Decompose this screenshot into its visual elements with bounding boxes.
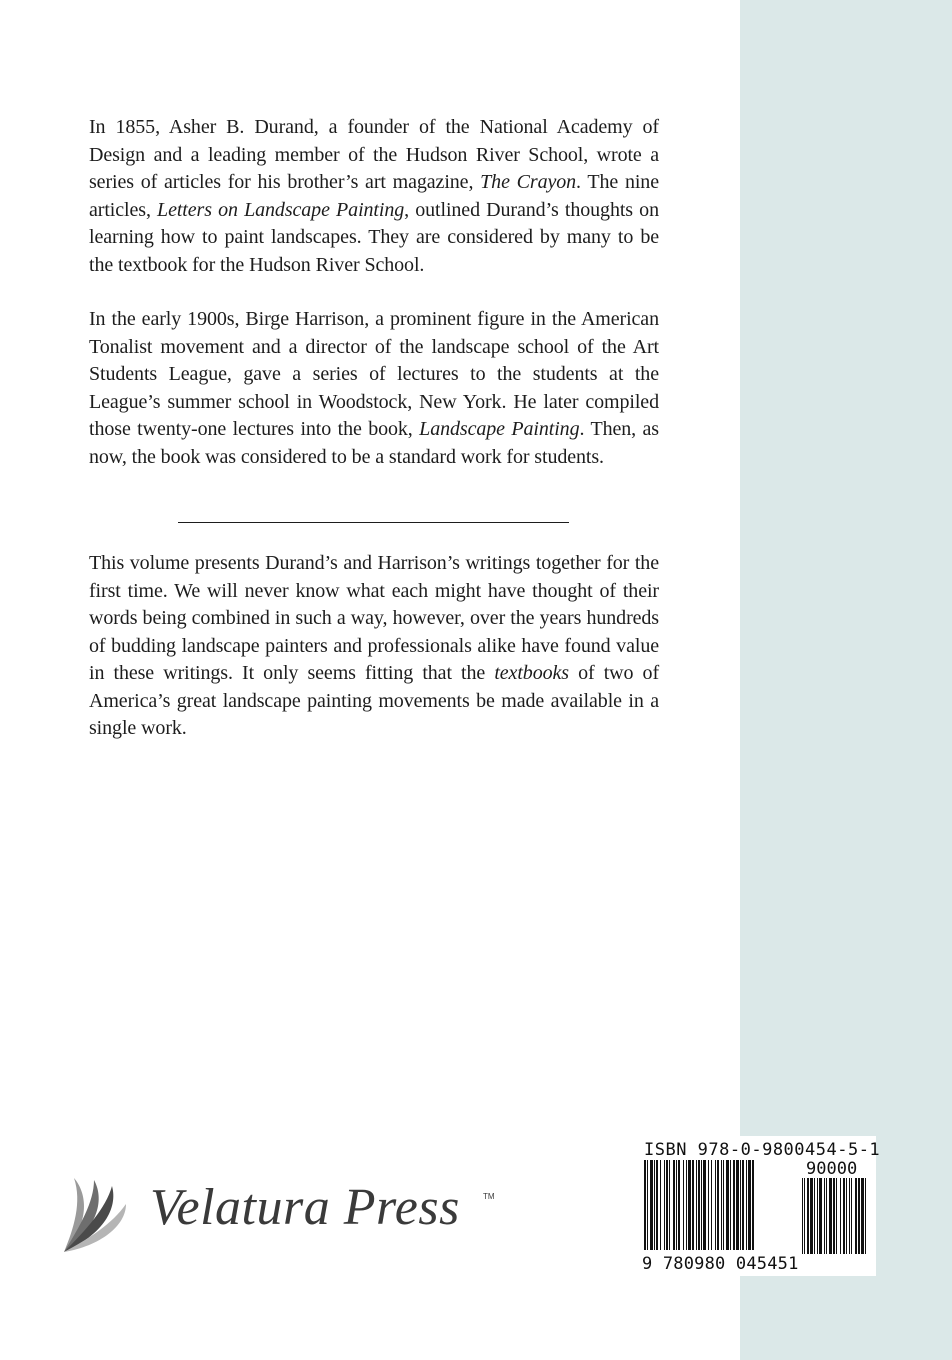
- addon-bar: [819, 1178, 822, 1254]
- trademark-mark: TM: [483, 1192, 495, 1201]
- barcode-bar: [683, 1160, 684, 1250]
- addon-bar: [824, 1178, 825, 1254]
- italic-textbooks: textbooks: [494, 662, 569, 684]
- paragraph-volume: [89, 550, 659, 743]
- barcode-bar: [676, 1160, 677, 1250]
- barcode-bar: [703, 1160, 706, 1250]
- addon-bar: [849, 1178, 850, 1254]
- addon-bar: [814, 1178, 815, 1254]
- barcode-bar: [715, 1160, 716, 1250]
- barcode-bar: [726, 1160, 729, 1250]
- addon-bar: [858, 1178, 860, 1254]
- barcode-bar: [723, 1160, 724, 1250]
- barcode-bar: [692, 1160, 694, 1250]
- addon-bar: [840, 1178, 841, 1254]
- paragraph-text: , outlined Durand’s thoughts on learning how to paint landscapes. They are considered by many to be the textbook for the Hudson River School.: [89, 198, 659, 276]
- paragraph-durand: [89, 114, 659, 279]
- barcode-bar: [701, 1160, 702, 1250]
- barcode-bar: [721, 1160, 722, 1250]
- sail-icon: [60, 1168, 150, 1258]
- barcode-bar: [664, 1160, 665, 1250]
- addon-bar: [861, 1178, 864, 1254]
- barcode-bar: [688, 1160, 691, 1250]
- paragraph-text: In the early 1900s, Birge Harrison, a prominent figure in the American Tonalist movement and a director of the landscape school of the Art Students League, gave a series of lectures to the students at the League’s summer school in Woodstock, New York. He later compiled those twenty-one lectures into the book,: [89, 308, 659, 440]
- italic-title-landscape-painting: Landscape Painting: [419, 418, 580, 440]
- barcode-bar: [740, 1160, 741, 1250]
- addon-bar: [843, 1178, 845, 1254]
- addon-bar: [829, 1178, 832, 1254]
- barcode-bar: [650, 1160, 653, 1250]
- barcode-bar: [742, 1160, 744, 1250]
- addon-bar: [833, 1178, 835, 1254]
- isbn-label: ISBN 978-0-9800454-5-1: [644, 1140, 881, 1160]
- barcode-bar: [666, 1160, 668, 1250]
- barcode-bar: [696, 1160, 697, 1250]
- italic-title-letters: Letters on Landscape Painting: [157, 198, 405, 221]
- barcode-bar: [673, 1160, 675, 1250]
- barcode-bar: [717, 1160, 719, 1250]
- addon-bar: [855, 1178, 857, 1254]
- ean-digits: 9 780980 045451: [642, 1254, 799, 1274]
- publisher-logo: [60, 1168, 500, 1258]
- barcode-bar: [698, 1160, 700, 1250]
- barcode-bar: [708, 1160, 709, 1250]
- barcode-bar: [746, 1160, 747, 1250]
- addon-bar: [826, 1178, 827, 1254]
- barcode-bar: [730, 1160, 731, 1250]
- addon-bar: [851, 1178, 852, 1254]
- isbn-barcode: [636, 1136, 881, 1276]
- barcode-bar: [660, 1160, 661, 1250]
- barcode-bar: [733, 1160, 735, 1250]
- paragraph-harrison: [89, 306, 659, 471]
- addon-bar: [846, 1178, 847, 1254]
- paragraph-block-bottom: [89, 550, 659, 743]
- paragraph-block-top: [89, 114, 659, 471]
- addon-bar: [804, 1178, 805, 1254]
- addon-bar: [817, 1178, 818, 1254]
- addon-digits: 90000: [806, 1160, 858, 1179]
- addon-bar: [836, 1178, 837, 1254]
- paragraph-text: of two of America’s great landscape painting movements be made available in a single work.: [89, 662, 660, 739]
- publisher-name: Velatura Press: [150, 1179, 460, 1236]
- barcode-bar: [752, 1160, 754, 1250]
- paragraph-text: . Then, as now, the book was considered to be a standard work for students.: [89, 418, 659, 468]
- barcode-bars: [636, 1160, 876, 1256]
- barcode-bar: [711, 1160, 712, 1250]
- barcode-bar: [654, 1160, 655, 1250]
- barcode-bar: [748, 1160, 751, 1250]
- paragraph-text: This volume presents Durand’s and Harrison’s writings together for the first time. We will never know what each might have thought of their words being combined in such a way, however, over the years hundreds of budding landscape painters and professionals alike have found value in these writings. It only seems fitting that the: [89, 552, 659, 684]
- barcode-bar: [656, 1160, 658, 1250]
- addon-bar: [865, 1178, 866, 1254]
- addon-bar: [802, 1178, 803, 1254]
- paragraph-text: In 1855, Asher B. Durand, a founder of the National Academy of Design and a leading member of the Hudson River School, wrote a series of articles for his brother’s art magazine,: [89, 116, 659, 193]
- barcode-bar: [736, 1160, 739, 1250]
- barcode-bar: [678, 1160, 680, 1250]
- addon-bar: [810, 1178, 813, 1254]
- barcode-bar: [669, 1160, 670, 1250]
- barcode-bar: [644, 1160, 646, 1250]
- addon-bar: [807, 1178, 809, 1254]
- barcode-bar: [647, 1160, 648, 1250]
- barcode-bar: [686, 1160, 687, 1250]
- section-divider: [178, 522, 569, 523]
- paragraph-text: . The nine articles,: [89, 171, 659, 221]
- italic-title-the-crayon: The Crayon: [480, 171, 577, 193]
